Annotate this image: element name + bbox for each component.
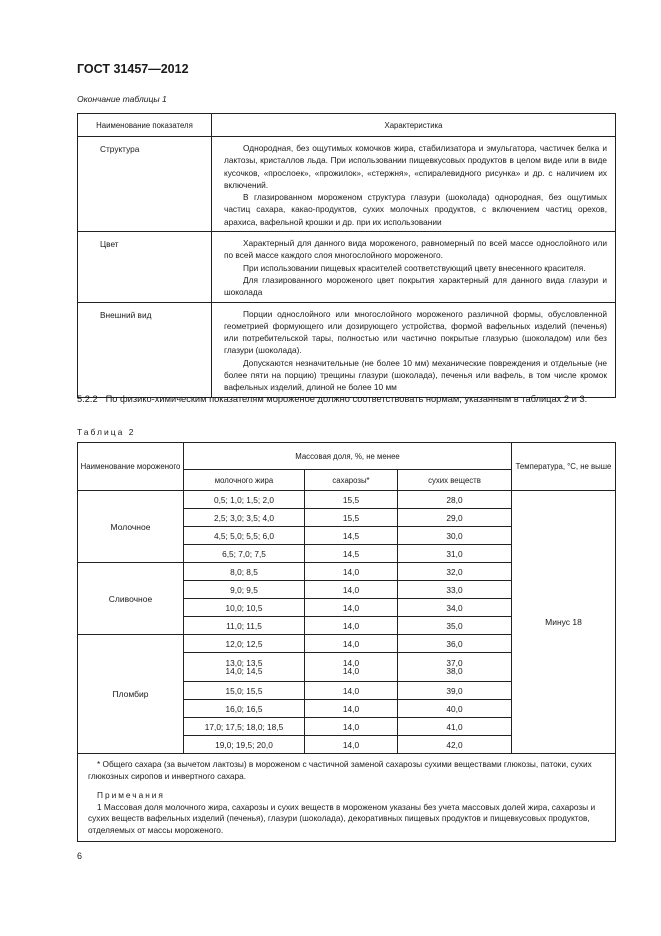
solids-line: 38,0	[446, 666, 463, 676]
solids-cell: 31,0	[398, 545, 512, 563]
fat-cell: 17,0; 17,5; 18,0; 18,5	[184, 718, 305, 736]
char-paragraph: Характерный для данного вида мороженого, равномерный по всей массе однослойного или по всей массе каждого слоя многослойного мороженого.	[224, 238, 607, 261]
table-row	[78, 232, 616, 302]
table2-name-header: Наименование мороженого	[78, 443, 184, 491]
table2-footnotes	[78, 754, 616, 842]
solids-cell: 34,0	[398, 599, 512, 617]
row-characteristic	[212, 137, 616, 232]
fat-cell: 4,5; 5,0; 5,5; 6,0	[184, 527, 305, 545]
sucrose-line: 14,0	[342, 658, 360, 668]
sucrose-line: 14,0	[342, 666, 360, 676]
solids-cell: 36,0	[398, 635, 512, 653]
group-name: Молочное	[78, 491, 184, 563]
solids-cell: 42,0	[398, 736, 512, 754]
solids-cell: 32,0	[398, 563, 512, 581]
sucrose-cell: 14,0	[305, 581, 398, 599]
paragraph-text: По физико-химическим показателям мороженое должно соответствовать нормам, указанным в таблицах 2 и 3.	[105, 394, 588, 404]
fat-cell: 0,5; 1,0; 1,5; 2,0	[184, 491, 305, 509]
sucrose-cell: 14,0	[305, 718, 398, 736]
fat-cell: 8,0; 8,5	[184, 563, 305, 581]
fat-cell: 15,0; 15,5	[184, 682, 305, 700]
sucrose-cell	[305, 653, 398, 682]
table2-caption: Таблица 2	[77, 427, 136, 437]
char-paragraph: Однородная, без ощутимых комочков жира, стабилизатора и эмульгатора, частичек белка и лактозы, кристаллов льда. При использовании пищевкусовых продуктов в целом виде или в виде кусочков, «прослоек», «прожилок», «стержня», «спиралевидного рисунка» и др. с наличием их включений.	[224, 143, 607, 190]
fat-line: 13,0; 13,5	[225, 658, 263, 668]
paragraph-number: 5.2.2	[77, 394, 98, 404]
fat-cell	[184, 653, 305, 682]
table1-col-name-header: Наименование показателя	[78, 114, 212, 137]
page-number: 6	[77, 851, 83, 861]
group-name: Пломбир	[78, 635, 184, 754]
table2-fat-header: молочного жира	[184, 470, 305, 491]
table-row	[78, 491, 616, 509]
row-characteristic	[212, 302, 616, 397]
table2	[77, 442, 616, 842]
fat-cell: 6,5; 7,0; 7,5	[184, 545, 305, 563]
solids-cell: 40,0	[398, 700, 512, 718]
group-name: Сливочное	[78, 563, 184, 635]
table-row	[78, 137, 616, 232]
char-paragraph: Порции однослойного или многослойного мороженого различной формы, обусловленной геометрией формующего или дозирующего устройства, формой вафельных изделий (печенья) или потребительской тары, полностью или частично покрытые глазурью (шоколадом) или без глазури (шоколада).	[224, 308, 607, 356]
solids-cell: 39,0	[398, 682, 512, 700]
row-name: Структура	[78, 137, 212, 232]
row-name: Внешний вид	[78, 302, 212, 397]
fat-cell: 16,0; 16,5	[184, 700, 305, 718]
fat-cell: 19,0; 19,5; 20,0	[184, 736, 305, 754]
sucrose-cell: 14,5	[305, 545, 398, 563]
footnote: * Общего сахара (за вычетом лактозы) в мороженом с частичной заменой сахарозы сухими веществами глюкозы, патоки, сухих глюкозных сиропов и инвертного сахара.	[88, 759, 592, 781]
fat-cell: 11,0; 11,5	[184, 617, 305, 635]
solids-cell: 41,0	[398, 718, 512, 736]
sucrose-cell: 14,0	[305, 563, 398, 581]
fat-line: 14,0; 14,5	[225, 666, 263, 676]
sucrose-cell: 14,0	[305, 682, 398, 700]
sucrose-cell: 14,0	[305, 736, 398, 754]
table1	[77, 113, 616, 398]
fat-cell: 10,0; 10,5	[184, 599, 305, 617]
paragraph-5-2-2	[77, 392, 616, 406]
table1-caption: Окончание таблицы 1	[77, 94, 167, 104]
solids-cell: 35,0	[398, 617, 512, 635]
sucrose-cell: 14,0	[305, 700, 398, 718]
sucrose-cell: 14,5	[305, 527, 398, 545]
fat-cell: 12,0; 12,5	[184, 635, 305, 653]
document-header: ГОСТ 31457—2012	[77, 62, 189, 76]
sucrose-cell: 15,5	[305, 509, 398, 527]
solids-cell: 28,0	[398, 491, 512, 509]
char-paragraph: При использовании пищевых красителей соответствующий цвету внесенного красителя.	[243, 262, 586, 273]
row-characteristic	[212, 232, 616, 302]
char-paragraph: В глазированном мороженом структура глазури (шоколада) однородная, без ощутимых частиц сахара, какао-продуктов, сухих молочных продуктов, с включением частиц орехов, арахиса, вафельной крошки и др. при их использовании	[224, 192, 607, 227]
sucrose-cell: 15,5	[305, 491, 398, 509]
fat-cell: 2,5; 3,0; 3,5; 4,0	[184, 509, 305, 527]
table1-col-char-header: Характеристика	[212, 114, 616, 137]
note-1: 1 Массовая доля молочного жира, сахарозы и сухих веществ в мороженом указаны без учета массовых долей жира, сахарозы и сухих веществ вафельных изделий (печенья), глазури (шоколада), декоративных пищевых продуктов и пищевкусовых продуктов, отделяемых от массы мороженого.	[88, 801, 596, 835]
solids-cell: 33,0	[398, 581, 512, 599]
table-row	[78, 302, 616, 397]
char-paragraph: Для глазированного мороженого цвет покрытия характерный для данного вида глазури и шоколада	[224, 274, 607, 298]
notes-title: Примечания	[97, 790, 165, 800]
solids-cell	[398, 653, 512, 682]
sucrose-cell: 14,0	[305, 617, 398, 635]
row-name: Цвет	[78, 232, 212, 302]
sucrose-cell: 14,0	[305, 635, 398, 653]
fat-cell: 9,0; 9,5	[184, 581, 305, 599]
table2-temp-header: Температура, °С, не выше	[512, 443, 616, 491]
table2-sucrose-header: сахарозы*	[305, 470, 398, 491]
table2-mass-header: Массовая доля, %, не менее	[184, 443, 512, 470]
solids-cell: 29,0	[398, 509, 512, 527]
table2-solids-header: сухих веществ	[398, 470, 512, 491]
solids-line: 37,0	[446, 658, 463, 668]
sucrose-cell: 14,0	[305, 599, 398, 617]
char-paragraph: Допускаются незначительные (не более 10 мм) механические повреждения и отдельные (не более пяти на порцию) трещины глазури (шоколада), печенья или вафель, в том числе кромок вафельных изделий, длиной не более 10 мм	[224, 357, 607, 393]
solids-cell: 30,0	[398, 527, 512, 545]
temperature-cell: Минус 18	[512, 491, 616, 754]
